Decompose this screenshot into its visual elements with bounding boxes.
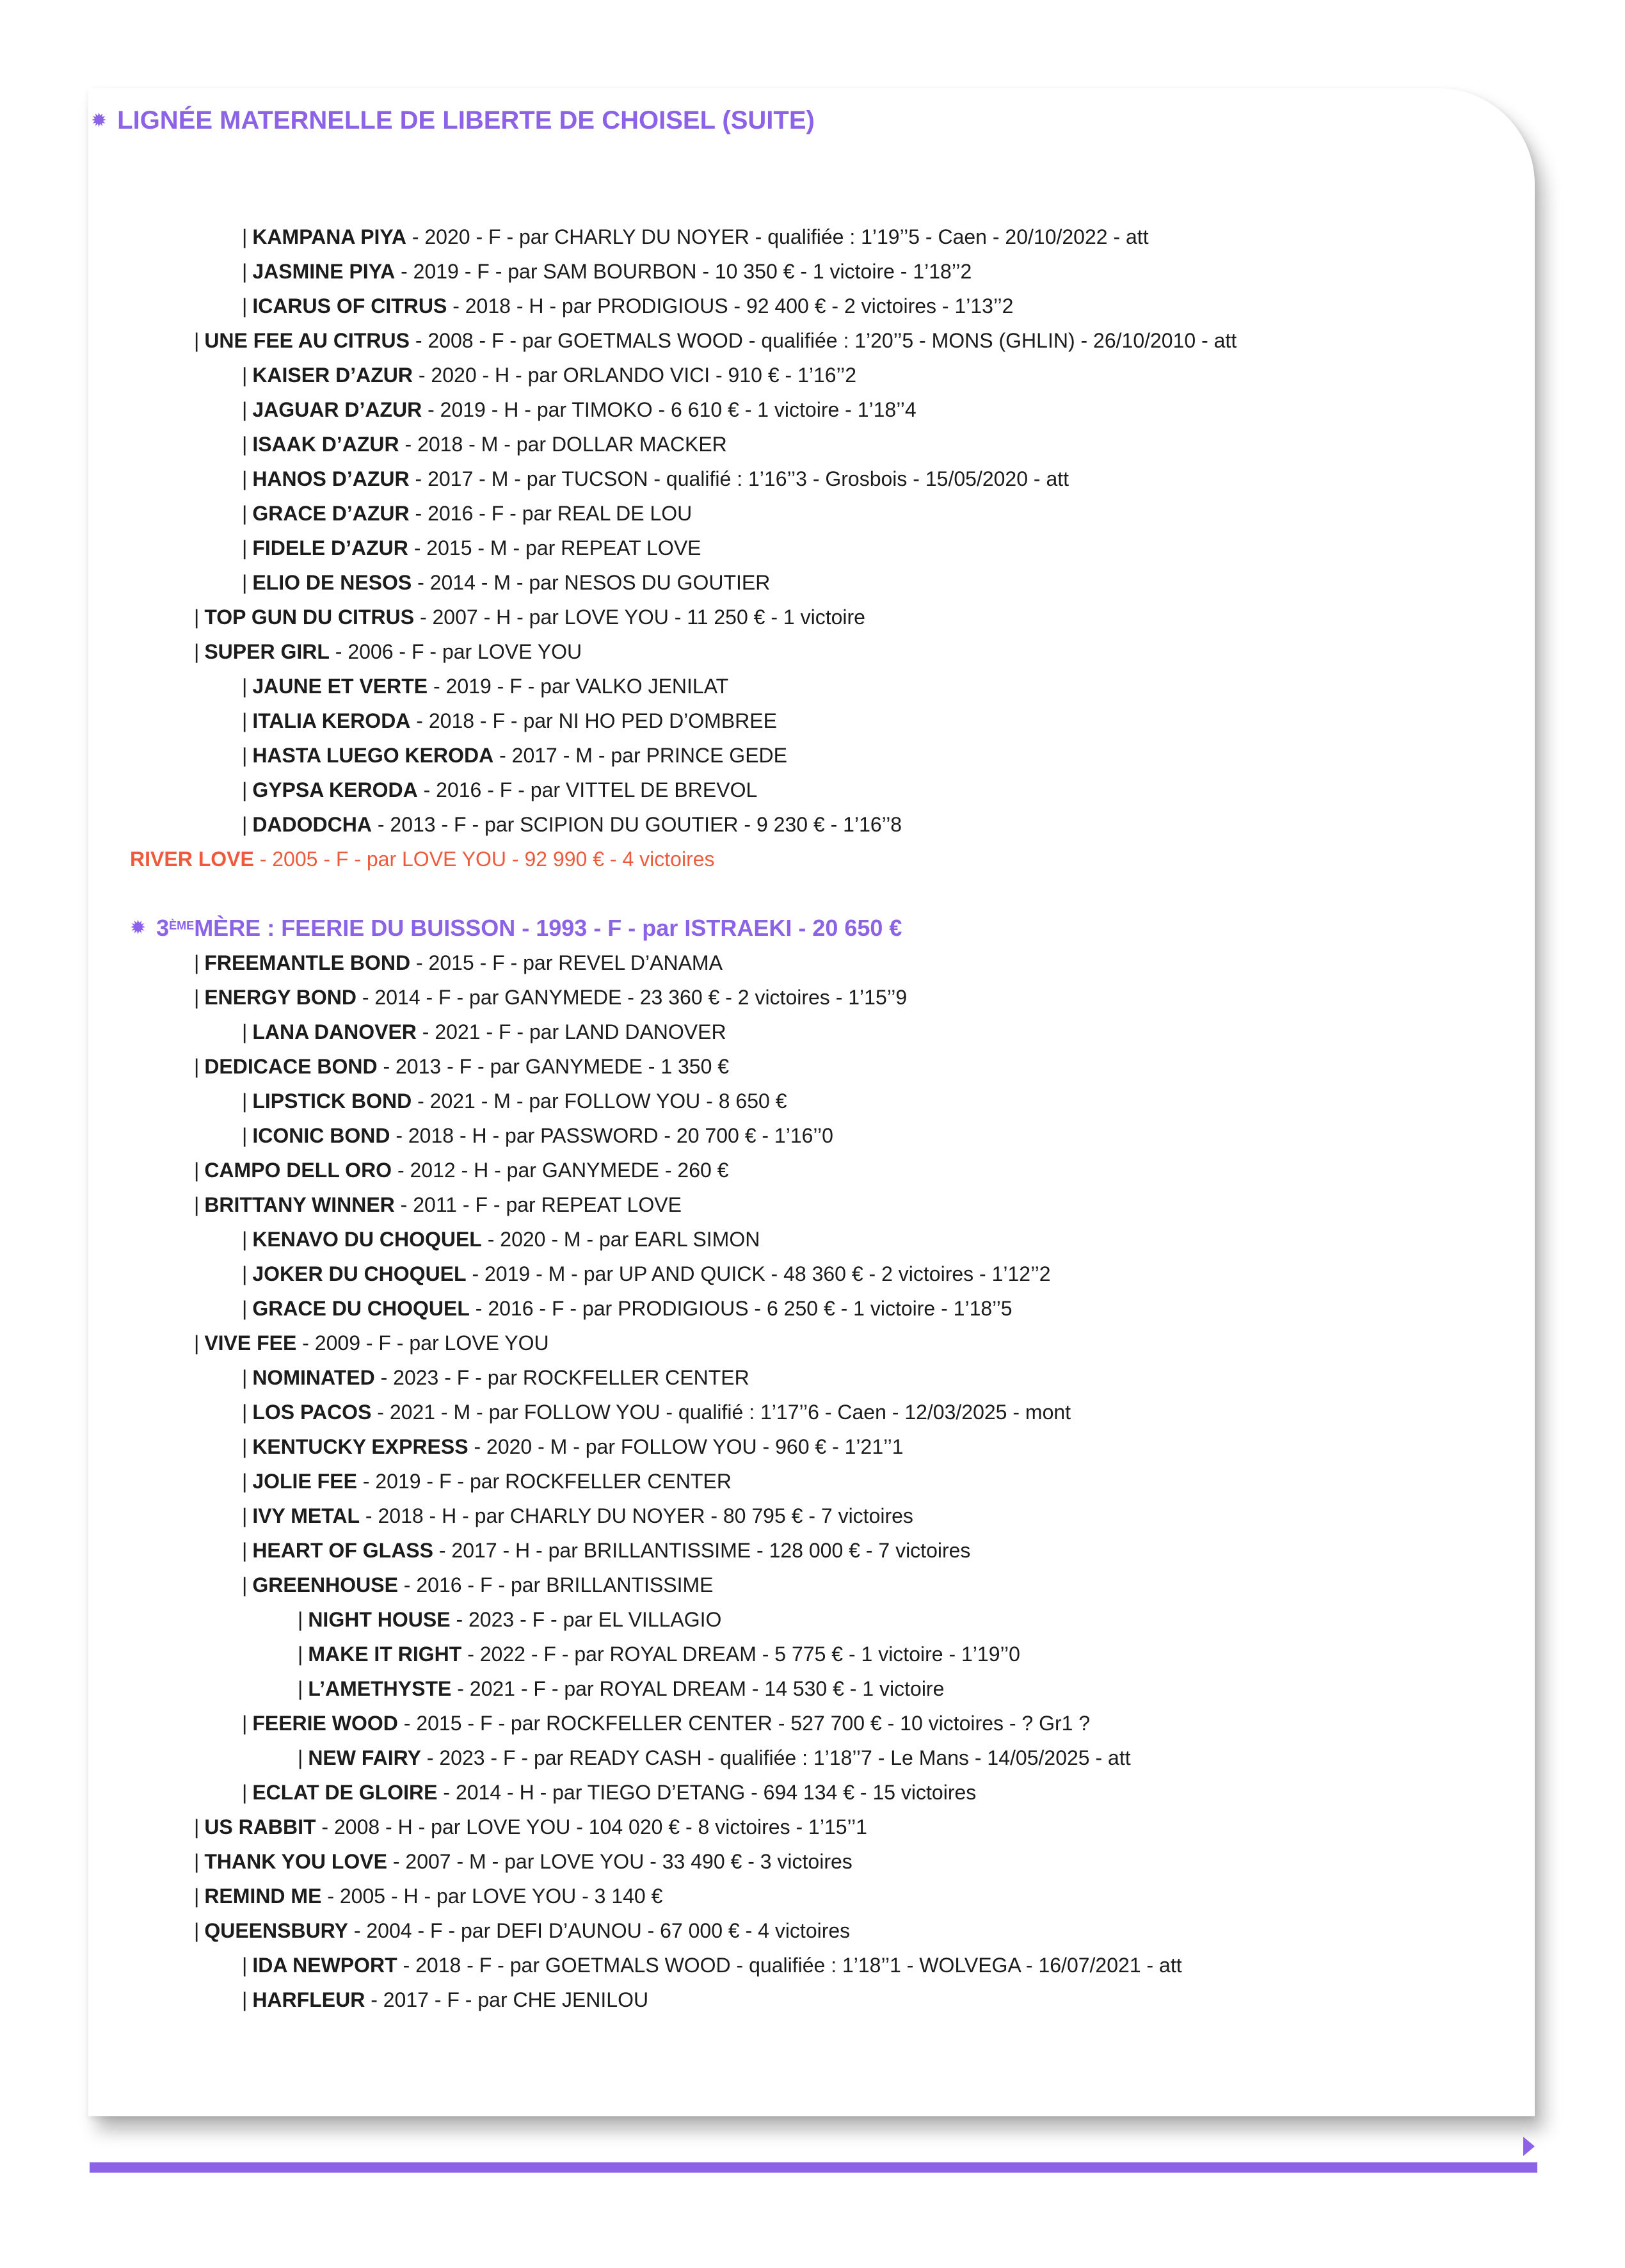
horse-name: QUEENSBURY — [204, 1919, 348, 1942]
horse-details: - 2019 - M - par UP AND QUICK - 48 360 € - 2 victoires - 1’12’’2 — [466, 1262, 1051, 1285]
list-item — [0, 1015, 1536, 1049]
pipe-separator: | — [242, 675, 248, 698]
horse-name: ITALIA KERODA — [252, 709, 411, 732]
horse-details: - 2020 - H - par ORLANDO VICI - 910 € - 1’16’’2 — [412, 364, 856, 387]
pipe-separator: | — [242, 1954, 248, 1977]
horse-details: - 2017 - M - par TUCSON - qualifié : 1’16’’3 - Grosbois - 15/05/2020 - att — [409, 467, 1069, 490]
pipe-separator: | — [242, 467, 248, 490]
list-item — [0, 1879, 1536, 1913]
list-item — [0, 980, 1536, 1015]
horse-details: - 2011 - F - par REPEAT LOVE — [394, 1193, 682, 1216]
list-item — [0, 1741, 1536, 1775]
pipe-separator: | — [242, 1470, 248, 1493]
list-item — [0, 1395, 1536, 1429]
horse-details: - 2018 - H - par CHARLY DU NOYER - 80 795 € - 7 victoires — [360, 1504, 913, 1527]
horse-name: SUPER GIRL — [204, 640, 330, 663]
pipe-separator: | — [242, 1712, 248, 1735]
horse-details: - 2007 - M - par LOVE YOU - 33 490 € - 3 victoires — [387, 1850, 853, 1873]
footer-bar — [90, 2162, 1537, 2173]
pipe-separator: | — [194, 986, 200, 1009]
pipe-separator: | — [242, 1435, 248, 1458]
horse-details: - 2023 - F - par READY CASH - qualifiée : 1’18’’7 - Le Mans - 14/05/2025 - att — [420, 1746, 1131, 1769]
pipe-separator: | — [194, 1193, 200, 1216]
progeny-group-2 — [0, 945, 1536, 2017]
pipe-separator: | — [242, 225, 248, 248]
list-item — [0, 738, 1536, 773]
list-item — [0, 358, 1536, 392]
section-title-text: LIGNÉE MATERNELLE DE LIBERTE DE CHOISEL (SUITE) — [117, 106, 815, 134]
horse-details: - 2023 - F - par EL VILLAGIO — [450, 1608, 722, 1631]
spacer — [0, 876, 1536, 911]
list-item — [0, 496, 1536, 531]
horse-details: - 2020 - F - par CHARLY DU NOYER - qualifiée : 1’19’’5 - Caen - 20/10/2022 - att — [406, 225, 1149, 248]
pipe-separator: | — [242, 744, 248, 767]
horse-details: - 2018 - H - par PRODIGIOUS - 92 400 € - 2 victoires - 1’13’’2 — [447, 294, 1014, 318]
pipe-separator: | — [298, 1643, 303, 1666]
pipe-separator: | — [298, 1677, 303, 1700]
pipe-separator: | — [242, 778, 248, 801]
pipe-separator: | — [242, 1297, 248, 1320]
pipe-separator: | — [298, 1608, 303, 1631]
horse-details: - 2016 - F - par VITTEL DE BREVOL — [417, 778, 758, 801]
horse-details: - 2022 - F - par ROYAL DREAM - 5 775 € - 1 victoire - 1’19’’0 — [461, 1643, 1020, 1666]
horse-name: L’AMETHYSTE — [308, 1677, 452, 1700]
pipe-separator: | — [194, 329, 200, 352]
pipe-separator: | — [242, 1020, 248, 1043]
list-item — [0, 289, 1536, 323]
list-item — [0, 1844, 1536, 1879]
horse-name: HASTA LUEGO KERODA — [252, 744, 494, 767]
list-item — [0, 1533, 1536, 1568]
horse-name: GYPSA KERODA — [252, 778, 418, 801]
pipe-separator: | — [242, 1401, 248, 1424]
horse-details: - 2021 - M - par FOLLOW YOU - 8 650 € — [412, 1090, 787, 1113]
highlight-entry — [0, 842, 1536, 876]
horse-details: - 2015 - F - par ROCKFELLER CENTER - 527 700 € - 10 victoires - ? Gr1 ? — [397, 1712, 1091, 1735]
horse-details: - 2018 - M - par DOLLAR MACKER — [399, 433, 727, 456]
horse-details: - 2020 - M - par FOLLOW YOU - 960 € - 1’21’’1 — [468, 1435, 904, 1458]
pipe-separator: | — [194, 1850, 200, 1873]
list-item — [0, 323, 1536, 358]
horse-details: - 2019 - F - par VALKO JENILAT — [428, 675, 729, 698]
horse-name: NOMINATED — [252, 1366, 375, 1389]
horse-name: HANOS D’AZUR — [252, 467, 410, 490]
pipe-separator: | — [194, 1919, 200, 1942]
horse-name: HEART OF GLASS — [252, 1539, 433, 1562]
third-mother-prefix: 3 — [156, 915, 170, 941]
list-item — [0, 1982, 1536, 2017]
pipe-separator: | — [242, 1090, 248, 1113]
list-item — [0, 1602, 1536, 1637]
horse-details: - 2004 - F - par DEFI D’AUNOU - 67 000 € - 4 victoires — [348, 1919, 851, 1942]
horse-name: ISAAK D’AZUR — [252, 433, 399, 456]
horse-details: - 2019 - F - par ROCKFELLER CENTER — [356, 1470, 732, 1493]
list-item — [0, 1775, 1536, 1810]
pipe-separator: | — [194, 1159, 200, 1182]
list-item — [0, 1499, 1536, 1533]
pipe-separator: | — [194, 1815, 200, 1838]
pipe-separator: | — [242, 398, 248, 421]
pipe-separator: | — [242, 294, 248, 318]
horse-details: - 2017 - M - par PRINCE GEDE — [493, 744, 787, 767]
asterisk-bullet-icon: ✹ — [91, 110, 108, 131]
list-item — [0, 1257, 1536, 1291]
horse-details: - 2021 - F - par ROYAL DREAM - 14 530 € - 1 victoire — [451, 1677, 945, 1700]
highlight-details: - 2005 - F - par LOVE YOU - 92 990 € - 4 victoires — [253, 848, 715, 871]
pipe-separator: | — [194, 951, 200, 974]
horse-details: - 2013 - F - par SCIPION DU GOUTIER - 9 230 € - 1’16’’8 — [371, 813, 902, 836]
pipe-separator: | — [194, 1055, 200, 1078]
horse-details: - 2021 - M - par FOLLOW YOU - qualifié : 1’17’’6 - Caen - 12/03/2025 - mont — [371, 1401, 1071, 1424]
horse-name: GRACE DU CHOQUEL — [252, 1297, 470, 1320]
list-item — [0, 220, 1536, 254]
horse-name: BRITTANY WINNER — [204, 1193, 395, 1216]
horse-details: - 2008 - H - par LOVE YOU - 104 020 € - 8 victoires - 1’15’’1 — [316, 1815, 867, 1838]
horse-details: - 2016 - F - par BRILLANTISSIME — [397, 1573, 714, 1596]
horse-name: DEDICACE BOND — [204, 1055, 378, 1078]
list-item — [0, 1810, 1536, 1844]
horse-name: MAKE IT RIGHT — [308, 1643, 462, 1666]
pipe-separator: | — [242, 1573, 248, 1596]
list-item — [0, 531, 1536, 565]
horse-details: - 2015 - M - par REPEAT LOVE — [408, 536, 701, 559]
horse-name: KAMPANA PIYA — [252, 225, 406, 248]
horse-name: ELIO DE NESOS — [252, 571, 412, 594]
horse-name: FREEMANTLE BOND — [204, 951, 411, 974]
pipe-separator: | — [242, 1988, 248, 2011]
horse-name: VIVE FEE — [204, 1331, 297, 1355]
list-item — [0, 1049, 1536, 1084]
horse-name: JAGUAR D’AZUR — [252, 398, 422, 421]
pipe-separator: | — [242, 536, 248, 559]
horse-details: - 2014 - H - par TIEGO D’ETANG - 694 134 € - 15 victoires — [437, 1781, 977, 1804]
list-item — [0, 773, 1536, 807]
horse-details: - 2016 - F - par REAL DE LOU — [409, 502, 692, 525]
horse-details: - 2008 - F - par GOETMALS WOOD - qualifiée : 1’20’’5 - MONS (GHLIN) - 26/10/2010 - att — [409, 329, 1237, 352]
list-item — [0, 392, 1536, 427]
horse-name: ECLAT DE GLOIRE — [252, 1781, 438, 1804]
list-item — [0, 1464, 1536, 1499]
horse-name: LOS PACOS — [252, 1401, 372, 1424]
pipe-separator: | — [242, 1366, 248, 1389]
pipe-separator: | — [242, 813, 248, 836]
list-item — [0, 1913, 1536, 1948]
horse-name: DADODCHA — [252, 813, 372, 836]
pipe-separator: | — [242, 1228, 248, 1251]
next-page-arrow-icon[interactable] — [1523, 2137, 1535, 2156]
list-item — [0, 945, 1536, 980]
horse-details: - 2005 - H - par LOVE YOU - 3 140 € — [321, 1885, 663, 1908]
horse-name: JASMINE PIYA — [252, 260, 396, 283]
list-item — [0, 1222, 1536, 1257]
pipe-separator: | — [242, 571, 248, 594]
pedigree-list — [0, 220, 1536, 2017]
horse-details: - 2014 - M - par NESOS DU GOUTIER — [412, 571, 771, 594]
horse-details: - 2019 - H - par TIMOKO - 6 610 € - 1 victoire - 1’18’’4 — [422, 398, 917, 421]
horse-name: LIPSTICK BOND — [252, 1090, 412, 1113]
horse-name: KAISER D’AZUR — [252, 364, 413, 387]
horse-name: GRACE D’AZUR — [252, 502, 410, 525]
asterisk-bullet-icon: ✹ — [130, 917, 147, 938]
horse-name: KENAVO DU CHOQUEL — [252, 1228, 482, 1251]
list-item — [0, 1153, 1536, 1187]
pipe-separator: | — [242, 1781, 248, 1804]
horse-name: FEERIE WOOD — [252, 1712, 398, 1735]
list-item — [0, 1118, 1536, 1153]
list-item — [0, 1084, 1536, 1118]
list-item — [0, 427, 1536, 462]
horse-details: - 2014 - F - par GANYMEDE - 23 360 € - 2 victoires - 1’15’’9 — [356, 986, 908, 1009]
list-item — [0, 807, 1536, 842]
list-item — [0, 1568, 1536, 1602]
pipe-separator: | — [242, 1539, 248, 1562]
progeny-group-1 — [0, 220, 1536, 842]
horse-details: - 2018 - F - par NI HO PED D’OMBREE — [410, 709, 777, 732]
horse-details: - 2007 - H - par LOVE YOU - 11 250 € - 1 victoire — [414, 606, 865, 629]
pipe-separator: | — [242, 1504, 248, 1527]
horse-name: THANK YOU LOVE — [204, 1850, 387, 1873]
horse-name: ICONIC BOND — [252, 1124, 390, 1147]
horse-details: - 2013 - F - par GANYMEDE - 1 350 € — [377, 1055, 730, 1078]
third-mother-heading: ✹ 3 $^{ÈME}$ MÈRE : FEERIE DU BUISSON - 1993 - F - par ISTRAEKI - 20 650 € — [0, 911, 1536, 945]
pipe-separator: | — [194, 1885, 200, 1908]
horse-name: KENTUCKY EXPRESS — [252, 1435, 468, 1458]
list-item — [0, 600, 1536, 634]
list-item — [0, 1429, 1536, 1464]
section-title — [91, 106, 815, 135]
horse-name: JAUNE ET VERTE — [252, 675, 428, 698]
list-item — [0, 565, 1536, 600]
horse-details: - 2015 - F - par REVEL D’ANAMA — [410, 951, 723, 974]
pipe-separator: | — [242, 1124, 248, 1147]
horse-details: - 2018 - F - par GOETMALS WOOD - qualifiée : 1’18’’1 - WOLVEGA - 16/07/2021 - att — [397, 1954, 1182, 1977]
horse-details: - 2017 - F - par CHE JENILOU — [365, 1988, 649, 2011]
horse-name: JOKER DU CHOQUEL — [252, 1262, 467, 1285]
pipe-separator: | — [298, 1746, 303, 1769]
horse-name: UNE FEE AU CITRUS — [204, 329, 410, 352]
horse-name: JOLIE FEE — [252, 1470, 357, 1493]
pipe-separator: | — [242, 502, 248, 525]
horse-details: - 2021 - F - par LAND DANOVER — [416, 1020, 726, 1043]
horse-details: - 2017 - H - par BRILLANTISSIME - 128 000 € - 7 victoires — [433, 1539, 971, 1562]
horse-name: GREENHOUSE — [252, 1573, 398, 1596]
horse-details: - 2009 - F - par LOVE YOU — [296, 1331, 549, 1355]
list-item — [0, 669, 1536, 704]
horse-name: IDA NEWPORT — [252, 1954, 397, 1977]
pipe-separator: | — [242, 364, 248, 387]
horse-name: NIGHT HOUSE — [308, 1608, 451, 1631]
pipe-separator: | — [194, 640, 200, 663]
horse-details: - 2006 - F - par LOVE YOU — [329, 640, 582, 663]
horse-name: LANA DANOVER — [252, 1020, 417, 1043]
list-item — [0, 1637, 1536, 1671]
horse-name: FIDELE D’AZUR — [252, 536, 408, 559]
horse-name: NEW FAIRY — [308, 1746, 421, 1769]
list-item — [0, 1326, 1536, 1360]
list-item — [0, 1948, 1536, 1982]
horse-details: - 2016 - F - par PRODIGIOUS - 6 250 € - 1 victoire - 1’18’’5 — [469, 1297, 1013, 1320]
list-item — [0, 1291, 1536, 1326]
list-item — [0, 1360, 1536, 1395]
horse-details: - 2012 - H - par GANYMEDE - 260 € — [392, 1159, 729, 1182]
list-item — [0, 254, 1536, 289]
pipe-separator: | — [242, 260, 248, 283]
highlight-name: RIVER LOVE — [130, 848, 254, 871]
pipe-separator: | — [242, 433, 248, 456]
horse-name: TOP GUN DU CITRUS — [204, 606, 415, 629]
third-mother-text: MÈRE : FEERIE DU BUISSON - 1993 - F - par ISTRAEKI - 20 650 € — [194, 915, 902, 941]
horse-name: ICARUS OF CITRUS — [252, 294, 447, 318]
horse-details: - 2020 - M - par EARL SIMON — [481, 1228, 760, 1251]
horse-name: CAMPO DELL ORO — [204, 1159, 392, 1182]
pipe-separator: | — [194, 606, 200, 629]
pipe-separator: | — [242, 1262, 248, 1285]
pipe-separator: | — [242, 709, 248, 732]
horse-name: HARFLEUR — [252, 1988, 365, 2011]
list-item — [0, 1187, 1536, 1222]
horse-name: ENERGY BOND — [204, 986, 356, 1009]
horse-name: IVY METAL — [252, 1504, 360, 1527]
horse-details: - 2023 - F - par ROCKFELLER CENTER — [374, 1366, 749, 1389]
horse-name: REMIND ME — [204, 1885, 322, 1908]
horse-details: - 2018 - H - par PASSWORD - 20 700 € - 1’16’’0 — [390, 1124, 833, 1147]
list-item — [0, 1671, 1536, 1706]
list-item — [0, 1706, 1536, 1741]
pipe-separator: | — [194, 1331, 200, 1355]
list-item — [0, 462, 1536, 496]
horse-details: - 2019 - F - par SAM BOURBON - 10 350 € - 1 victoire - 1’18’’2 — [395, 260, 972, 283]
list-item — [0, 634, 1536, 669]
horse-name: US RABBIT — [204, 1815, 316, 1838]
list-item — [0, 704, 1536, 738]
